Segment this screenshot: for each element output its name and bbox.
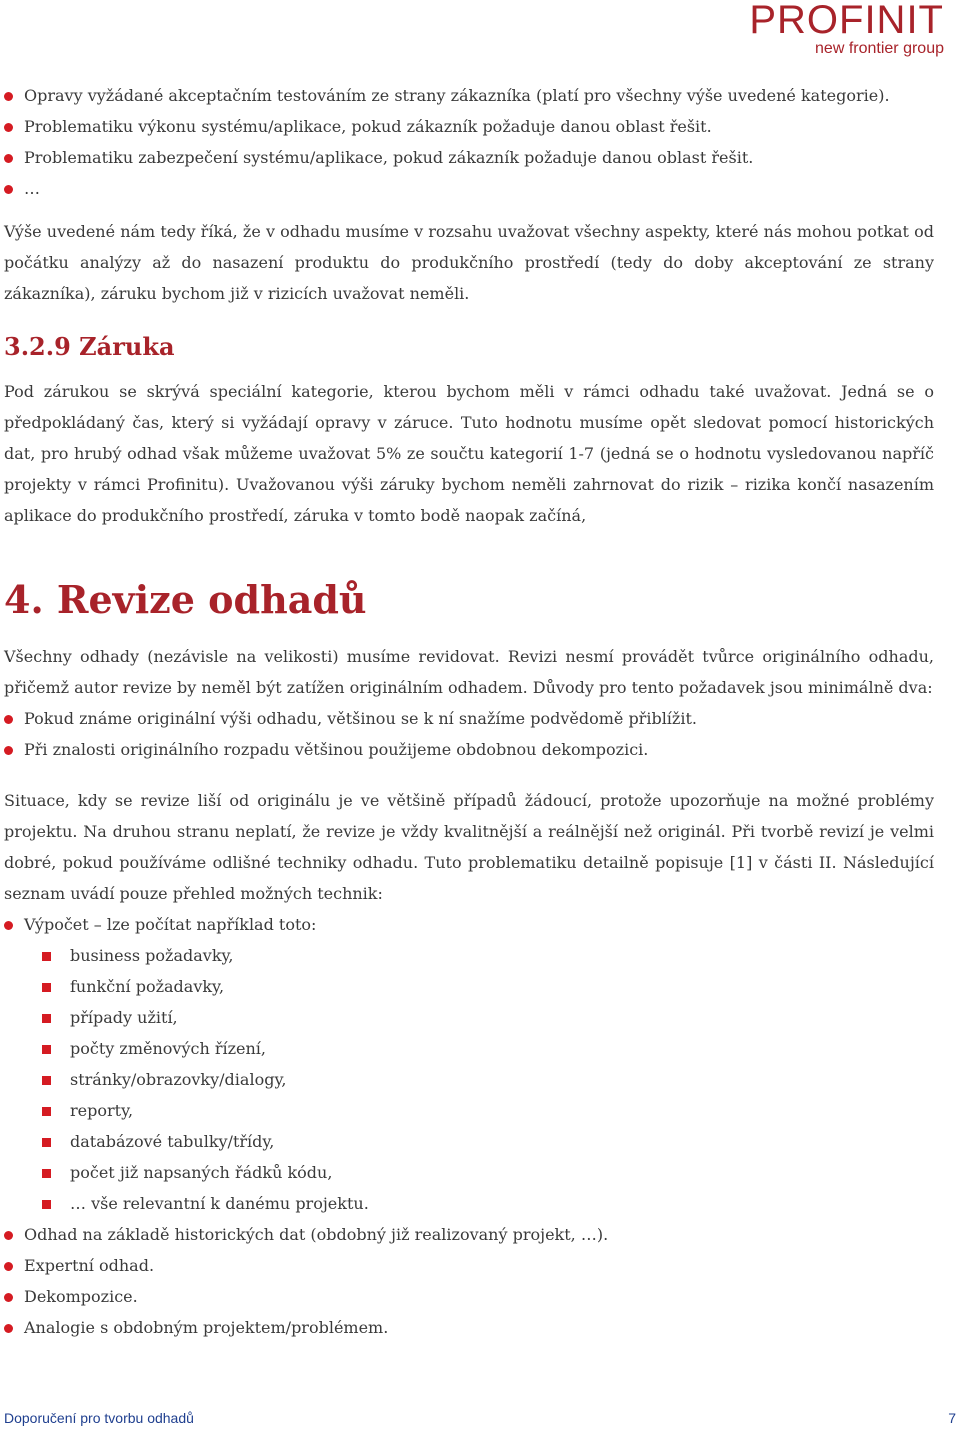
chapter-heading-revize: 4. Revize odhadů xyxy=(4,577,367,622)
list-item: stránky/obrazovky/dialogy, xyxy=(42,1064,934,1095)
footer-title: Doporučení pro tvorbu odhadů xyxy=(4,1410,194,1426)
list-item: počty změnových řízení, xyxy=(42,1033,934,1064)
list-item: Výpočet – lze počítat například toto: xyxy=(4,909,934,940)
list-item: Dekompozice. xyxy=(4,1281,934,1312)
list-item: … xyxy=(4,173,934,204)
logo-tagline: new frontier group xyxy=(815,40,944,57)
reasons-bullet-list xyxy=(4,703,934,765)
list-item: funkční požadavky, xyxy=(42,971,934,1002)
page-number: 7 xyxy=(948,1410,956,1426)
list-item: Expertní odhad. xyxy=(4,1250,934,1281)
list-item: počet již napsaných řádků kódu, xyxy=(42,1157,934,1188)
list-item: … vše relevantní k danému projektu. xyxy=(42,1188,934,1219)
profinit-logo xyxy=(749,0,944,58)
other-techniques-list xyxy=(4,1219,934,1343)
techniques-bullet-list xyxy=(4,909,934,940)
revize-paragraph: Všechny odhady (nezávisle na velikosti) musíme revidovat. Revizi nesmí provádět tvůrce originálního odhadu, přičemž autor revize by neměl být zatížen originálním odhadem. Důvody pro tento požadavek jsou minimálně dva: xyxy=(4,647,934,697)
list-item: databázové tabulky/třídy, xyxy=(42,1126,934,1157)
list-item: Při znalosti originálního rozpadu většinou použijeme obdobnou dekompozici. xyxy=(4,734,934,765)
techniques-intro-paragraph: Situace, kdy se revize liší od originálu je ve většině případů žádoucí, protože upozorňuje na možné problémy projektu. Na druhou stranu neplatí, že revize je vždy kvalitnější a reálnější než originál. Při tvorbě revizí je velmi dobré, pokud používáme odlišné techniky odhadu. Tuto problematiku detailně popisuje [1] v části II. Následující seznam uvádí pouze přehled možných technik: xyxy=(4,791,934,903)
intro-bullet-list xyxy=(4,80,934,204)
section-heading-zaruka: 3.2.9 Záruka xyxy=(4,332,175,361)
list-item: Opravy vyžádané akceptačním testováním ze strany zákazníka (platí pro všechny výše uvedené kategorie). xyxy=(4,80,934,111)
zaruka-paragraph: Pod zárukou se skrývá speciální kategorie, kterou bychom měli v rámci odhadu také uvažovat. Jedná se o předpokládaný čas, který si vyžádají opravy v záruce. Tuto hodnotu musíme opět sledovat pomocí historických dat, pro hrubý odhad však můžeme uvažovat 5% ze součtu kategorií 1-7 (jedná se o hodnotu vysledovanou napříč projekty v rámci Profinitu). Uvažovanou výši záruky bychom neměli zahrnovat do rizik – rizika končí nasazením aplikace do produkčního prostředí, záruka v tomto bodě naopak začíná, xyxy=(4,382,934,525)
list-item: Problematiku výkonu systému/aplikace, pokud zákazník požaduje danou oblast řešit. xyxy=(4,111,934,142)
calc-items-list xyxy=(4,940,934,1219)
page-footer xyxy=(4,1410,956,1426)
summary-paragraph: Výše uvedené nám tedy říká, že v odhadu musíme v rozsahu uvažovat všechny aspekty, které nás mohou potkat od počátku analýzy až do nasazení produktu do produkčního prostředí (tedy do doby akceptování ze strany zákazníka), záruku bychom již v rizicích uvažovat neměli. xyxy=(4,222,934,303)
list-item: Problematiku zabezpečení systému/aplikace, pokud zákazník požaduje danou oblast řešit. xyxy=(4,142,934,173)
list-item: business požadavky, xyxy=(42,940,934,971)
list-item: reporty, xyxy=(42,1095,934,1126)
logo-wordmark: PROFINIT xyxy=(749,0,944,42)
list-item: Analogie s obdobným projektem/problémem. xyxy=(4,1312,934,1343)
list-item: Pokud známe originální výši odhadu, většinou se k ní snažíme podvědomě přiblížit. xyxy=(4,703,934,734)
document-body xyxy=(4,80,934,1343)
list-item: případy užití, xyxy=(42,1002,934,1033)
list-item: Odhad na základě historických dat (obdobný již realizovaný projekt, …). xyxy=(4,1219,934,1250)
